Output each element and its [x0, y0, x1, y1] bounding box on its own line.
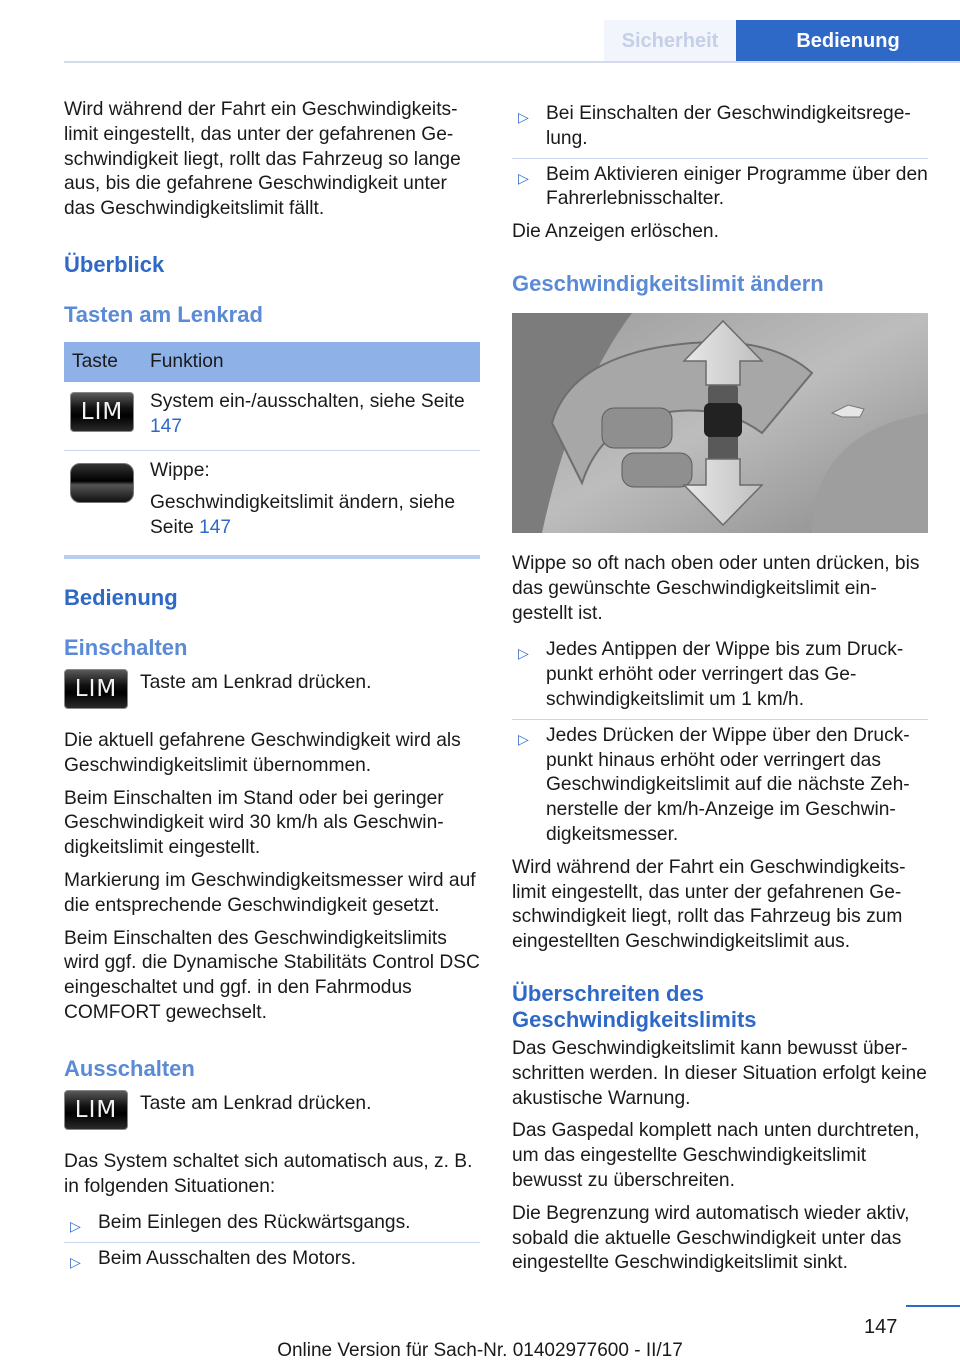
tab-sicherheit[interactable]: Sicherheit	[604, 20, 736, 62]
table-header-taste: Taste	[64, 342, 142, 382]
triangle-right-icon: ▷	[518, 109, 529, 125]
table-cell-button	[64, 382, 142, 450]
table-cell-funktion	[142, 382, 480, 450]
anzeigen-paragraph: Die Anzeigen erlöschen.	[512, 221, 719, 243]
list-item: ▷ Beim Aktivieren einiger Programme über den Fahrerlebnisschalter.	[518, 163, 928, 210]
triangle-right-icon: ▷	[70, 1254, 81, 1271]
table-row	[64, 382, 480, 450]
online-version-footer: Online Version für Sach-Nr. 01402977600 - II/17	[277, 1340, 683, 1361]
ueberschreiten-paragraph-2: Das Gaspedal komplett nach unten durchtreten, um das eingestellte Geschwindigkeitslimit bewusst zu überschreiten.	[512, 1120, 920, 1191]
heading-ausschalten: Ausschalten	[64, 1055, 195, 1081]
chapter-tabs	[604, 20, 960, 62]
deactivation-list	[512, 98, 928, 218]
table-cell-funktion	[142, 450, 480, 557]
triangle-right-icon: ▷	[518, 169, 529, 186]
triangle-right-icon: ▷	[518, 645, 529, 662]
ausschalten-paragraph: Das System schaltet sich automatisch aus, z. B. in folgenden Situationen:	[64, 1150, 473, 1197]
lim-button-icon: LIM	[70, 392, 134, 432]
list-item: ▷ Bei Einschalten der Geschwindigkeitsregelung.	[512, 98, 928, 159]
row2-text: Geschwindigkeitslimit ändern, siehe Seite	[150, 492, 456, 539]
table-header-row	[64, 342, 480, 382]
header-divider	[64, 61, 960, 63]
list-item: ▷ Jedes Drücken der Wippe über den Druckpunkt hinaus erhöht oder verringert das Geschwindigkeitslimit auf die nächste Zehnerstelle der km/h-Anzeige im Geschwindigkeitsmesser.	[518, 724, 910, 845]
heading-limit-aendern: Geschwindigkeitslimit ändern	[512, 270, 824, 296]
left-column	[64, 98, 480, 1278]
right-column	[512, 98, 928, 1284]
table-header-funktion: Funktion	[142, 342, 480, 382]
row1-text: System ein-/ausschalten, siehe Seite	[150, 390, 465, 412]
list-item: ▷ Beim Ausschalten des Motors.	[64, 1243, 480, 1278]
einschalten-paragraph-3: Markierung im Geschwindigkeitsmesser wird auf die entsprechende Geschwindigkeit gesetzt.	[64, 869, 476, 916]
list-item: ▷ Beim Einlegen des Rückwärtsgangs.	[64, 1207, 480, 1243]
triangle-right-icon: ▷	[518, 730, 529, 747]
einschalten-paragraph-4: Beim Einschalten des Geschwindigkeitslimits wird ggf. die Dynamische Stabilitäts Control DSC eingeschaltet und ggf. in den Fahrmodus COMFORT gewechselt.	[64, 927, 480, 1023]
lim-button-icon: LIM	[64, 669, 128, 709]
intro-paragraph: Wird während der Fahrt ein Geschwindigkeitslimit eingestellt, das unter der gefahrenen Geschwindigkeit liegt, rollt das Fahrzeug so lange aus, bis die gefahrene Geschwindigkeit unter das Geschwindigkeitslimit fällt.	[64, 99, 461, 220]
heading-bedienung: Bedienung	[64, 584, 178, 610]
einschalten-paragraph-2: Beim Einschalten im Stand oder bei geringer Geschwindigkeit wird 30 km/h als Geschwindigkeitslimit eingestellt.	[64, 787, 444, 859]
triangle-right-icon: ▷	[70, 1218, 81, 1235]
row2-line1: Wippe:	[150, 459, 210, 481]
einschalten-instruction: Taste am Lenkrad drücken.	[140, 671, 372, 693]
ausschalten-button-row	[64, 1090, 480, 1130]
heading-ueberschreiten: Überschreiten des Geschwindigkeitslimits	[512, 980, 757, 1032]
table-cell-button	[64, 450, 142, 557]
einschalten-button-row	[64, 669, 480, 709]
table-row	[64, 450, 480, 557]
page-link-147[interactable]: 147	[199, 517, 232, 539]
rocker-switch-icon	[70, 463, 134, 503]
ueberschreiten-paragraph-3: Die Begrenzung wird automatisch wieder aktiv, sobald die aktuelle Geschwindigkeit unter das eingestellte Geschwindigkeitslimit sinkt.	[512, 1202, 910, 1274]
tab-bedienung[interactable]: Bedienung	[736, 20, 960, 62]
footer-divider	[906, 1305, 960, 1307]
heading-einschalten: Einschalten	[64, 634, 188, 660]
ausschalten-instruction: Taste am Lenkrad drücken.	[140, 1092, 372, 1114]
page-number: 147	[864, 1316, 898, 1338]
list-item: ▷ Jedes Antippen der Wippe bis zum Druckpunkt erhöht oder verringert das Geschwindigkeitslimit um 1 km/h.	[512, 634, 928, 719]
heading-tasten-am-lenkrad: Tasten am Lenkrad	[64, 301, 263, 327]
wippe-paragraph: Wippe so oft nach oben oder unten drücken, bis das gewünschte Geschwindigkeitslimit eingestellt ist.	[512, 552, 920, 624]
buttons-table	[64, 342, 480, 559]
ausschalten-list	[64, 1207, 480, 1278]
fahrt-paragraph: Wird während der Fahrt ein Geschwindigkeitslimit eingestellt, das unter der gefahrenen Geschwindigkeit liegt, rollt das Fahrzeug bis zum eingestellten Geschwindigkeitslimit aus.	[512, 856, 906, 953]
wippe-list	[512, 634, 928, 853]
heading-ueberblick: Überblick	[64, 251, 165, 277]
lim-button-icon: LIM	[64, 1090, 128, 1130]
steering-wheel-image	[512, 313, 928, 533]
page-link-147[interactable]: 147	[150, 415, 183, 437]
ueberschreiten-paragraph-1: Das Geschwindigkeitslimit kann bewusst überschritten werden. In dieser Situation erfolgt keine akustische Warnung.	[512, 1037, 927, 1109]
einschalten-paragraph-1: Die aktuell gefahrene Geschwindigkeit wird als Geschwindigkeitslimit übernommen.	[64, 729, 461, 776]
